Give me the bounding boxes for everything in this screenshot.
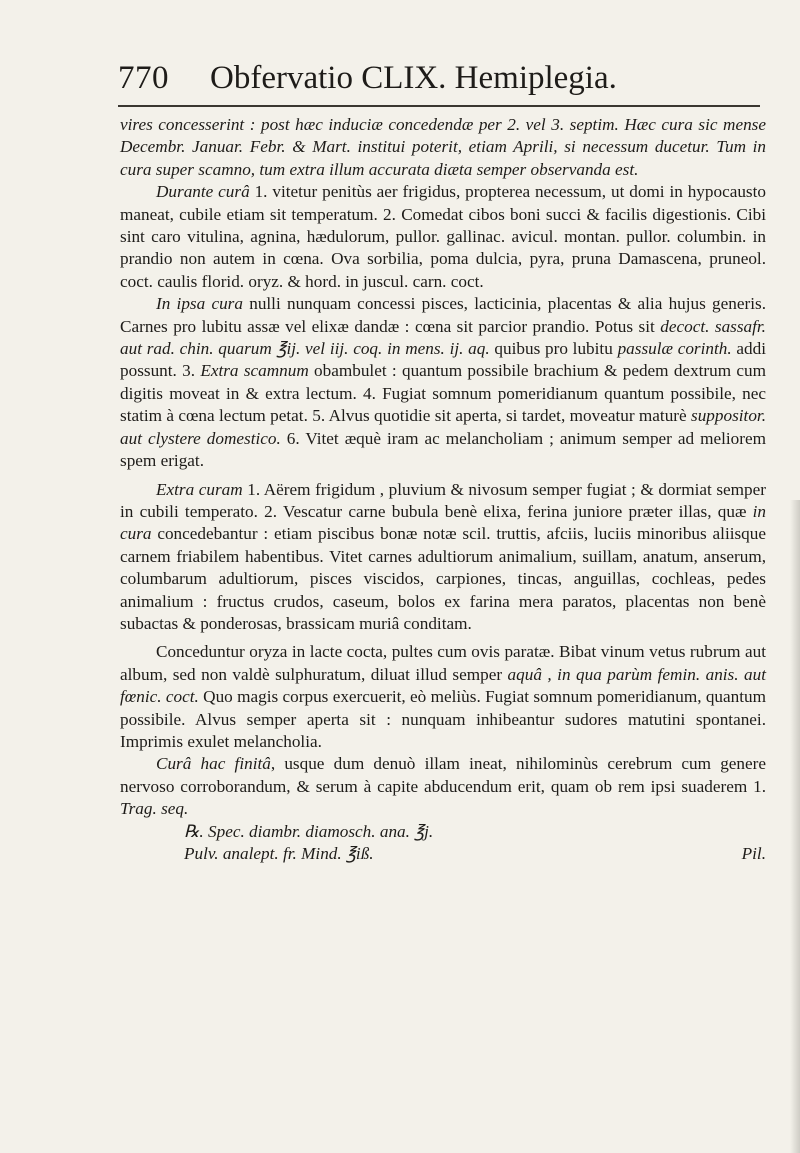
text-run: Quo magis corpus exercuerit, eò meliùs. Fugiat somnum pomeridianum, quantum possibile. Alvus semper aperta sit : nunquam inhibeantur sudores matutini spontanei. Imprimis exulet melancholia. [120, 687, 766, 751]
prescription-text: ℞. Spec. diambr. diamosch. ana. ℥j. [184, 821, 434, 841]
prescription-text: Pulv. analept. fr. Mind. ℥iß. [184, 844, 374, 863]
catchword: Pil. [741, 844, 766, 863]
italic-run: In ipsa cura [156, 294, 250, 314]
page-edge-shadow [790, 500, 800, 1153]
paragraph [120, 641, 766, 753]
italic-run: Extra curam [156, 479, 248, 499]
paragraph [120, 114, 766, 181]
text-run: Conceduntur oryza in lacte cocta, pultes cum ovis paratæ. Bibat vinum vetus rubrum aut album, sed non valdè sulphuratum, diluat illud semper [120, 642, 766, 684]
text-run: 1. vitetur penitùs aer frigidus, propterea necessum, ut domi in hypocausto maneat, cubile etiam sit temperatum. 2. Comedat cibos boni succi & facilis digestionis. Cibi sint caro vitulina, agnina, hædulorum, pullor. gallinac. avicul. montan. pullor. columbin. in prandio non autem in cœna. Ova sorbilia, poma dulcia, pyra, pruna Damascena, pruneol. coct. caulis florid. oryz. & hord. in juscul. carn. coct. [120, 182, 766, 291]
paragraph [120, 181, 766, 293]
italic-run: aquâ , in qua parùm femin. anis. aut fœnic. coct. [120, 664, 766, 707]
italic-run: passulæ corinth. [617, 339, 732, 359]
body-text [120, 114, 766, 865]
header-rule [118, 105, 760, 107]
text-run: 6. Vitet æquè iram ac melancholiam ; animum semper ad meliorem spem erigat. [120, 428, 766, 471]
paragraph [120, 293, 766, 472]
italic-run: decoct. sassafr. aut rad. chin. quarum ℥ij. vel iij. coq. in mens. ij. aq. [120, 316, 766, 359]
page-header [118, 60, 768, 97]
paragraph [120, 479, 766, 636]
italic-run: Curâ hac finitâ [156, 754, 271, 774]
paragraph [120, 753, 766, 820]
running-title: Obfervatio CLIX. Hemiplegia. [210, 60, 617, 96]
text-run: concedebantur : etiam piscibus bonæ notæ scil. truttis, afciis, luciis minoribus aliisque carnem friabilem habentibus. Vitet carnes adultiorum animalium, suillam, anatum, anserum, columbarum adultiorum, pisces viscidos, carpiones, tincas, anguillas, cochleas, pedes animalium : fructus crudos, caseum, bolos ex farina mera paratos, placentas non benè subactas & ponderosas, brassicam muriâ conditam. [120, 524, 766, 633]
italic-run: suppositor. aut clystere domestico. [120, 406, 766, 448]
prescription [120, 821, 766, 866]
italic-run: in cura [120, 501, 766, 544]
italic-run: Extra scamnum [200, 361, 309, 381]
paragraphs [120, 114, 766, 821]
italic-run: vires concesserint : post hæc induciæ concedendæ per 2. vel 3. septim. Hæc cura sic mense Decembr. Januar. Febr. & Mart. institui poterit, etiam Aprili, si necessum ducetur. Tum in cura super scamno, tum extra illum accurata diæta semper observanda est. [120, 115, 766, 179]
italic-run: Trag. seq. [120, 799, 189, 819]
italic-run: Durante curâ [156, 182, 255, 202]
prescription-line [120, 821, 766, 843]
text-run: nulli nunquam concessi pisces, lacticinia, placentas & alia hujus generis. Carnes pro lubitu assæ vel elixæ dandæ : cœna sit parcior prandio. Potus sit [120, 294, 766, 336]
prescription-line [120, 843, 766, 865]
text-run: addi possunt. 3. [120, 339, 767, 381]
text-run: obambulet : quantum possibile brachium & pedem dextrum cum digitis moveat in & extra lectum. 4. Fugiat somnum pomeridianum quantum possibile, nec statim à cœna lectum petat. 5. Alvus quotidie sit aperta, si tardet, moveatur maturè [120, 361, 767, 426]
text-run: , usque dum denuò illam ineat, nihilominùs cerebrum cum genere nervoso corroborandum, & serum à capite abducendum erit, quam ob rem ipsi suaderem 1. [120, 754, 766, 796]
text-run: quibus pro lubitu [489, 339, 618, 359]
page-number: 770 [118, 60, 169, 96]
text-run: 1. Aërem frigidum , pluvium & nivosum semper fugiat ; & dormiat semper in cubili temperato. 2. Vescatur carne bubula benè elixa, ferina juniore præter illas, quæ [120, 479, 766, 521]
